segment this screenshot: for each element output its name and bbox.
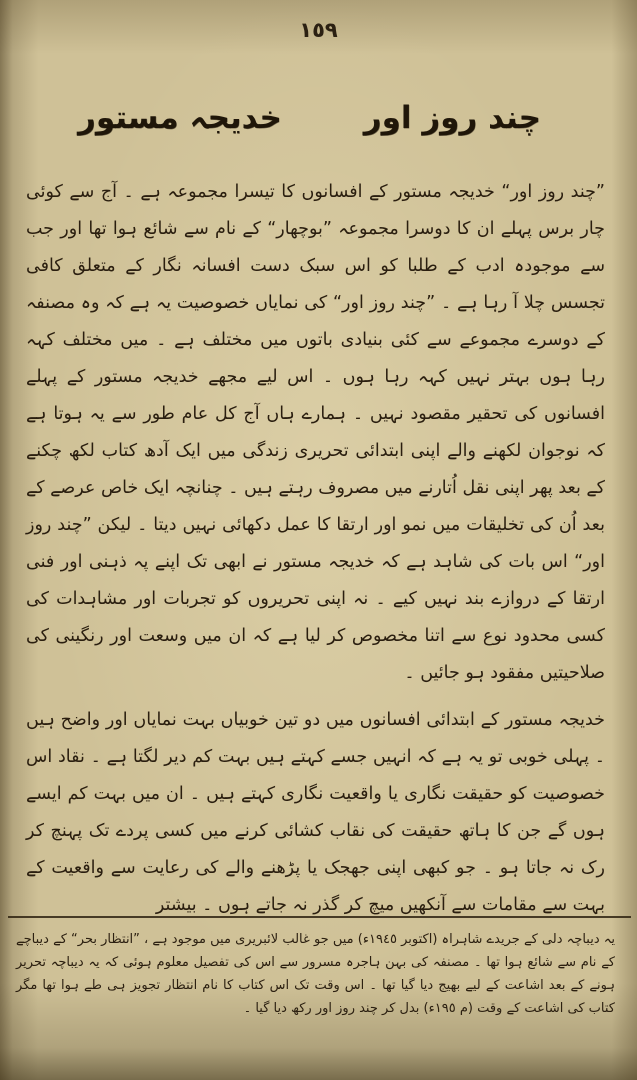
author-title: خدیجہ مستور <box>78 100 282 136</box>
footnote-divider <box>8 916 631 918</box>
work-title: چند روز اور <box>363 100 541 136</box>
body-paragraph-1: ”چند روز اور“ خدیجہ مستور کے افسانوں کا تیسرا مجموعہ ہے ۔ آج سے کوئی چار برس پہلے ان کا دوسرا مجموعہ ”بوچھار“ کے نام سے شائع ہوا تھا اور جب سے موجودہ ادب کے طلبا کو اس سبک دست افسانہ نگار کے متعلق کافی تجسس چلا آ رہا ہے ۔ ”چند روز اور“ کی نمایاں خصوصیت یہ ہے کہ وہ مصنفہ کے دوسرے مجموعے سے کئی بنیادی باتوں میں مختلف ہے ۔ میں مختلف کہہ رہا ہوں بہتر نہیں کہہ رہا ہوں ۔ اس لیے مجھے خدیجہ مستور کے پہلے افسانوں کی تحقیر مقصود نہیں ۔ ہمارے ہاں آج کل عام طور سے یہ ہوتا ہے کہ نوجوان لکھنے والے اپنی ابتدائی تحریری زندگی میں ایک آدھ کتاب لکھ چکنے کے بعد پھر اپنی نقل اُتارنے میں مصروف رہتے ہیں ۔ چنانچہ ایک خاص عرصے کے بعد اُن کی تخلیقات میں نمو اور ارتقا کا عمل دکھائی نہیں دیتا ۔ لیکن ”چند روز اور“ اس بات کی شاہد ہے کہ خدیجہ مستور نے ابھی تک اپنے پہ ذہنی اور فنی ارتقا کے دروازے بند نہیں کیے ۔ نہ اپنی تحریروں کو تجربات اور مشاہدات کی کسی محدود نوع سے اتنا مخصوص کر لیا ہے کہ ان میں وسعت اور رنگینی کی صلاحیتیں مفقود ہو جائیں ۔ <box>26 182 605 683</box>
body-text <box>26 174 605 924</box>
footnote-text: یہ دیباچہ دلی کے جریدے شاہراہ (اکتوبر ١٩٤٥ء) میں جو غالب لائبریری میں موجود ہے ، ”انتظار بحر“ کے دیباچے کے نام سے شائع ہوا تھا ۔ مصنفہ کی بہن ہاجرہ مسرور سے اس کی تفصیل معلوم ہوئی کہ یہ دیباچہ تحریر ہونے کے بعد اشاعت کے لیے بھیج دیا گیا تھا ۔ اس وقت تک اس کتاب کا نام انتظار تجویز ہی طے ہوا تھا مگر کتاب کی اشاعت کے وقت (م ١٩٥ء) بدل کر چند روز اور رکھ دیا گیا ۔ <box>16 932 615 1016</box>
page-number: ١٥٩ <box>299 18 338 42</box>
title-row <box>78 100 541 136</box>
body-paragraph-2: خدیجہ مستور کے ابتدائی افسانوں میں دو تین خوبیاں بہت نمایاں اور واضح ہیں ۔ پہلی خوبی تو یہ ہے کہ انہیں جسے کہتے ہیں بہت کم دیر لگتا ہے ۔ نقاد اس خصوصیت کو حقیقت نگاری یا واقعیت نگاری کہتے ہیں ۔ ان میں بہت کم ایسے ہوں گے جن کا ہاتھ حقیقت کی نقاب کشائی کرنے میں کسی پردے تک پہنچ کر رک نہ جاتا ہو ۔ جو کبھی اپنی جھجک یا پڑھنے والے کی رعایت سے واقعیت کے بہت سے مقامات سے آنکھیں میچ کر گذر نہ جاتے ہوں ۔ بیشتر <box>26 710 605 915</box>
